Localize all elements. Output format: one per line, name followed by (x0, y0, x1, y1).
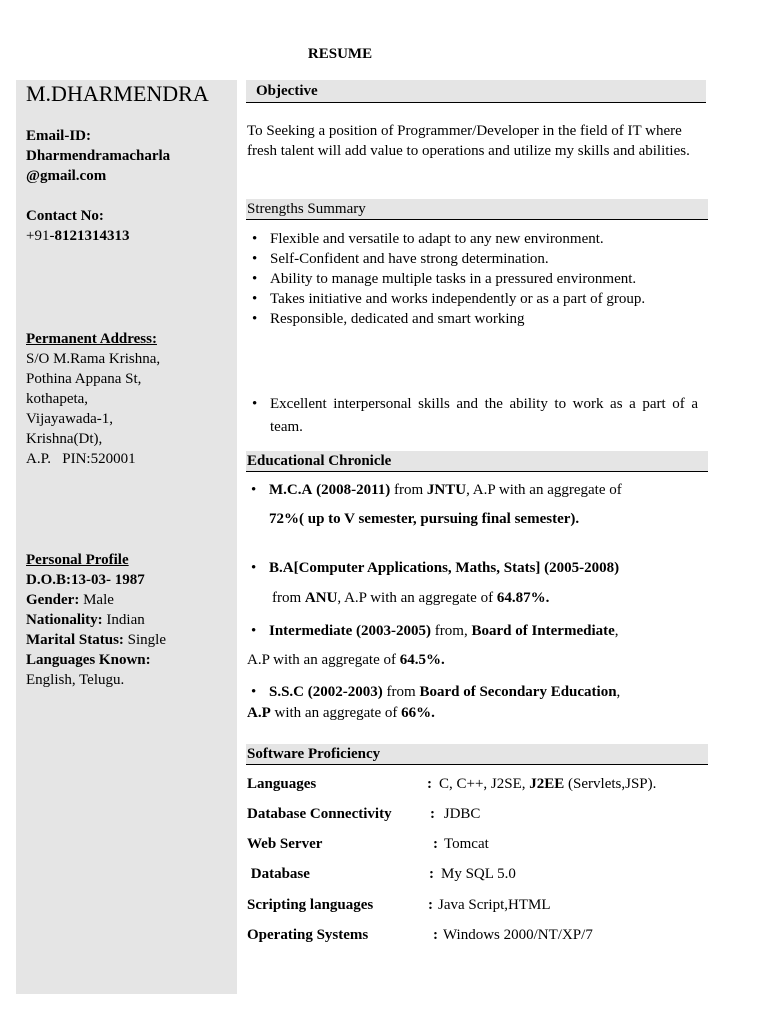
software-heading: Software Proficiency (246, 744, 708, 765)
software-label: Languages (247, 776, 317, 792)
edu-ba-line2: from ANU, A.P with an aggregate of 64.87%. (272, 590, 550, 606)
contact-number: +91-8121314313 (26, 228, 130, 244)
email-line-2: @gmail.com (26, 168, 107, 184)
list-item: • Ability to manage multiple tasks in a pressured environment. (248, 269, 698, 289)
education-heading: Educational Chronicle (246, 451, 708, 472)
colon: : (430, 806, 435, 822)
software-label: Database Connectivity (247, 806, 392, 822)
address-line: Pothina Appana St, (26, 371, 142, 387)
edu-ssc: • S.S.C (2002-2003) from Board of Secondary Education, (251, 684, 621, 700)
address-line: S/O M.Rama Krishna, (26, 351, 161, 367)
edu-ssc-line2: A.P with an aggregate of 66%. (247, 705, 435, 721)
gender: Gender: Male (26, 592, 114, 608)
objective-text: To Seeking a position of Programmer/Developer in the field of IT where fresh talent will add value to operations and utilize my skills and abilities. (247, 123, 690, 159)
candidate-name: M.DHARMENDRA (26, 81, 209, 106)
software-value: JDBC (440, 806, 481, 822)
list-item: • Takes initiative and works independently or as a part of group. (248, 289, 698, 309)
colon: : (429, 866, 434, 882)
edu-intermediate: • Intermediate (2003-2005) from, Board of Intermediate, (251, 623, 619, 639)
colon: : (433, 927, 438, 943)
dob: D.O.B:13-03- 1987 (26, 572, 145, 588)
list-item: • Self-Confident and have strong determination. (248, 249, 698, 269)
edu-intermediate-line2: A.P with an aggregate of 64.5%. (247, 652, 445, 668)
list-item: • Flexible and versatile to adapt to any new environment. (248, 229, 698, 249)
colon: : (427, 776, 432, 792)
edu-mca: • M.C.A (2008-2011) from JNTU, A.P with an aggregate of (251, 482, 622, 498)
strengths-list-cont (248, 393, 698, 439)
software-label: Web Server (247, 836, 323, 852)
software-value: My SQL 5.0 (441, 866, 516, 882)
software-value: C, C++, J2SE, J2EE (Servlets,JSP). (439, 776, 657, 792)
edu-ba: • B.A[Computer Applications, Maths, Stats] (2005-2008) (251, 560, 620, 576)
document-title: RESUME (307, 46, 373, 62)
address-line: Vijayawada-1, (26, 411, 113, 427)
list-item: • Responsible, dedicated and smart working (248, 309, 698, 329)
colon: : (428, 897, 433, 913)
address-line: kothapeta, (26, 391, 89, 407)
contact-label: Contact No: (26, 208, 104, 224)
nationality: Nationality: Indian (26, 612, 145, 628)
address-label: Permanent Address: (26, 331, 157, 347)
languages-label: Languages Known: (26, 652, 151, 668)
software-value: Java Script,HTML (438, 897, 551, 913)
software-value: Windows 2000/NT/XP/7 (443, 927, 593, 943)
languages-value: English, Telugu. (26, 672, 125, 688)
strengths-heading: Strengths Summary (246, 199, 708, 220)
software-label: Scripting languages (247, 897, 374, 913)
software-label: Database (247, 866, 310, 882)
address-line: A.P. PIN:520001 (26, 451, 136, 467)
marital-status: Marital Status: Single (26, 632, 166, 648)
edu-mca-line2: 72%( up to V semester, pursuing final semester). (269, 511, 580, 527)
personal-profile-label: Personal Profile (26, 552, 129, 568)
email-label: Email-ID: (26, 128, 91, 144)
list-item: • Excellent interpersonal skills and the ability to work as a part of a team. (248, 393, 698, 439)
address-line: Krishna(Dt), (26, 431, 103, 447)
colon: : (433, 836, 438, 852)
software-value: Tomcat (444, 836, 489, 852)
strengths-list (248, 229, 698, 329)
software-label: Operating Systems (247, 927, 369, 943)
email-line-1: Dharmendramacharla (26, 148, 171, 164)
objective-heading: Objective (246, 80, 706, 103)
